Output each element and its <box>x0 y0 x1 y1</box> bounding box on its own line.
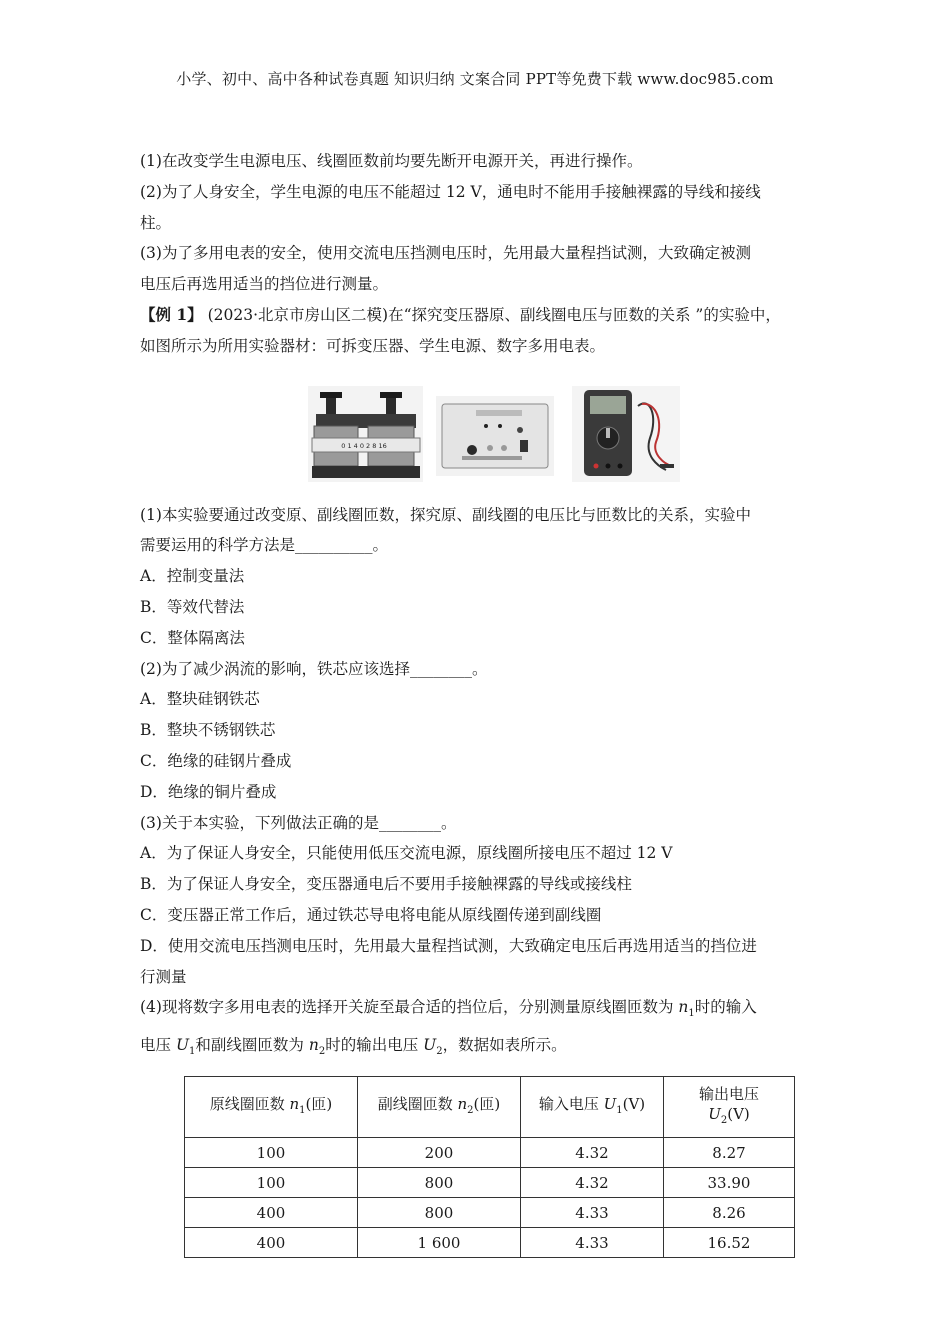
question-2-option-b: B．整块不锈钢铁芯 <box>140 721 276 740</box>
table-row: 100 200 4.32 8.27 <box>185 1138 795 1168</box>
data-table <box>184 1076 795 1258</box>
question-1-stem: 需要运用的科学方法是__________。 <box>140 536 389 555</box>
header-input-voltage: 输入电压 $U_1(V)$ <box>521 1077 664 1138</box>
question-1-option-c: C．整体隔离法 <box>140 628 245 647</box>
question-1-option-a: A．控制变量法 <box>140 567 245 586</box>
question-4-stem: 电压 $U_1$和副线圈匝数为 $n_2$时的输出电压 $U_2$，数据如表所示。 <box>140 1036 567 1058</box>
note-line: (2)为了人身安全，学生电源的电压不能超过 12 V，通电时不能用手接触裸露的导线和接线 <box>140 182 761 201</box>
note-line: 柱。 <box>140 213 172 232</box>
example-source: (2023·北京市房山区二模)在“探究变压器原、副线圈电压与匝数的关系 ”的实验中， <box>202 305 781 324</box>
table-header-row <box>185 1077 795 1138</box>
header-primary-turns: 原线圈匝数 $n_1$(匝) <box>185 1077 358 1138</box>
question-1-stem: (1)本实验要通过改变原、副线圈匝数，探究原、副线圈的电压比与匝数比的关系，实验中 <box>140 505 751 524</box>
question-2-option-a: A．整块硅钢铁芯 <box>140 690 260 709</box>
power-supply-image <box>436 396 554 476</box>
header-secondary-turns: 副线圈匝数 $n_2$(匝) <box>358 1077 521 1138</box>
transformer-image <box>308 386 423 482</box>
example-line: 如图所示为所用实验器材：可拆变压器、学生电源、数字多用电表。 <box>140 336 606 355</box>
header-output-voltage: 输出电压 $U_2(V)$ <box>664 1077 795 1138</box>
question-2-option-d: D．绝缘的铜片叠成 <box>140 782 277 801</box>
note-line: (1)在改变学生电源电压、线圈匝数前均要先断开电源开关，再进行操作。 <box>140 152 643 170</box>
example-heading <box>140 300 820 331</box>
question-3-option-d-cont: 行测量 <box>140 967 187 986</box>
note-line: 电压后再选用适当的挡位进行测量。 <box>140 275 389 294</box>
question-1-option-b: B．等效代替法 <box>140 597 245 616</box>
page-header: 小学、初中、高中各种试卷真题 知识归纳 文案合同 PPT等免费下载 www.doc985.com <box>176 70 774 88</box>
question-3-stem: (3)关于本实验，下列做法正确的是________。 <box>140 813 457 832</box>
question-3-option-d: D．使用交流电压挡测电压时，先用最大量程挡试测，大致确定电压后再选用适当的挡位进 <box>140 936 757 955</box>
transformer-scale-label: 0 1 4 0 2 8 16 <box>341 441 387 450</box>
table-row: 100 800 4.32 33.90 <box>185 1168 795 1198</box>
question-4-stem: (4)现将数字多用电表的选择开关旋至最合适的挡位后，分别测量原线圈匝数为 $n_1$时的输入 <box>140 998 757 1020</box>
question-3-option-c: C．变压器正常工作后，通过铁芯导电将电能从原线圈传递到副线圈 <box>140 905 602 924</box>
multimeter-image <box>572 386 680 482</box>
table-row: 400 800 4.33 8.26 <box>185 1198 795 1228</box>
question-3-option-b: B．为了保证人身安全，变压器通电后不要用手接触裸露的导线或接线柱 <box>140 875 632 894</box>
table-row: 400 1 600 4.33 16.52 <box>185 1228 795 1258</box>
question-2-stem: (2)为了减少涡流的影响，铁芯应该选择________。 <box>140 659 488 678</box>
document-body <box>140 146 820 1258</box>
example-tag: 【例 1】 <box>140 304 203 324</box>
question-3-option-a: A．为了保证人身安全，只能使用低压交流电源，原线圈所接电压不超过 12 V <box>140 844 673 863</box>
note-line: (3)为了多用电表的安全，使用交流电压挡测电压时，先用最大量程挡试测，大致确定被测 <box>140 244 751 263</box>
equipment-figures <box>140 368 820 496</box>
question-2-option-c: C．绝缘的硅钢片叠成 <box>140 751 292 770</box>
